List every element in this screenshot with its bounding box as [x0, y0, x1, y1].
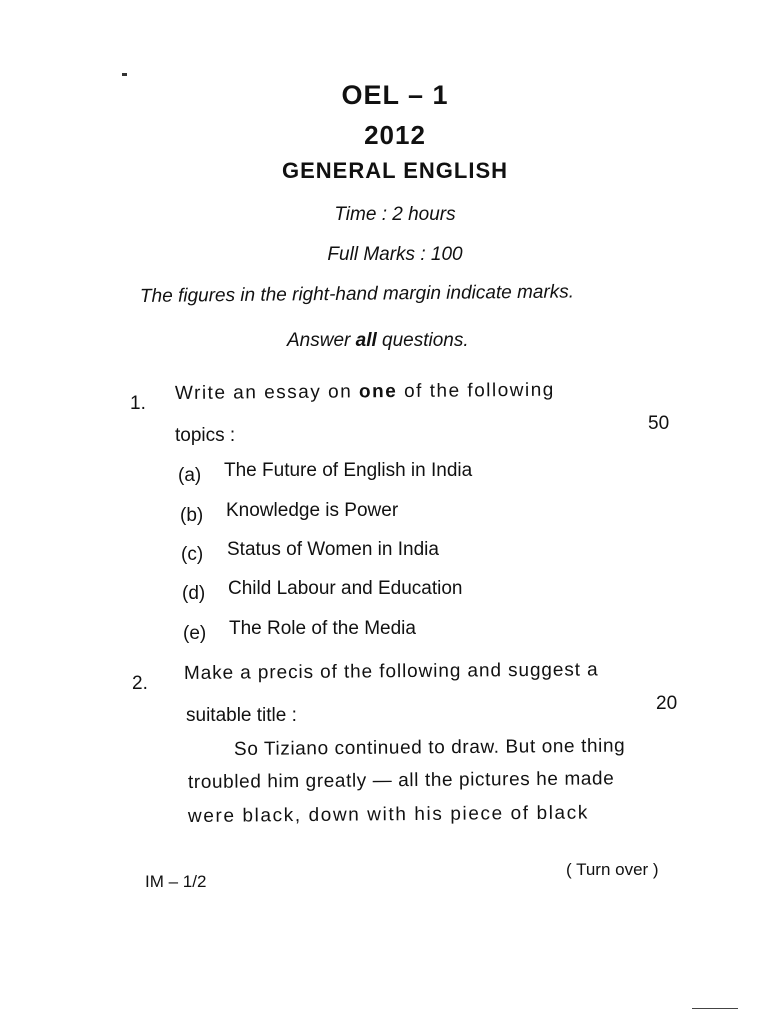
option-a-text: The Future of English in India — [224, 460, 473, 481]
option-d-label: (d) — [182, 583, 206, 604]
answer-prefix: Answer — [287, 330, 356, 351]
passage-line-1: So Tiziano continued to draw. But one thing — [233, 735, 626, 760]
turn-over-note: ( Turn over ) — [566, 860, 659, 879]
answer-emphasis: all — [355, 330, 377, 351]
answer-instruction — [287, 330, 469, 352]
paper-code: OEL – 1 — [341, 80, 449, 110]
paper-year: 2012 — [364, 120, 426, 150]
option-e-label: (e) — [183, 623, 207, 644]
option-c-text: Status of Women in India — [227, 539, 439, 560]
paper-subject: GENERAL ENGLISH — [281, 158, 509, 183]
question-1-marks: 50 — [648, 413, 670, 434]
option-b-label: (b) — [180, 505, 204, 526]
answer-suffix: questions. — [376, 330, 469, 351]
option-b-text: Knowledge is Power — [226, 500, 399, 521]
question-1-pre: Write an essay on — [174, 381, 360, 404]
question-2-text: Make a precis of the following and suggest a — [183, 659, 599, 684]
question-1-text — [175, 380, 555, 405]
full-marks: Full Marks : 100 — [327, 244, 463, 265]
footer-code: IM – 1/2 — [145, 872, 207, 891]
question-1-number: 1. — [130, 393, 146, 414]
time-allowed: Time : 2 hours — [334, 204, 456, 225]
option-d-text: Child Labour and Education — [228, 578, 463, 599]
passage-line-2: troubled him greatly — all the pictures he made — [187, 768, 615, 793]
passage-line-3: were black, down with his piece of black — [187, 802, 589, 827]
marks-note: The figures in the right-hand margin indicate marks. — [139, 281, 575, 307]
question-1-line2: topics : — [175, 425, 236, 446]
scan-speck — [122, 73, 127, 76]
question-2-marks: 20 — [656, 693, 678, 714]
bottom-rule — [692, 1008, 738, 1009]
question-2-line2: suitable title : — [186, 705, 297, 726]
question-2-number: 2. — [132, 673, 148, 694]
option-a-label: (a) — [178, 465, 202, 486]
option-e-text: The Role of the Media — [229, 618, 416, 639]
question-1-post: of the following — [397, 379, 555, 403]
question-1-emphasis: one — [358, 381, 398, 403]
option-c-label: (c) — [181, 544, 204, 565]
